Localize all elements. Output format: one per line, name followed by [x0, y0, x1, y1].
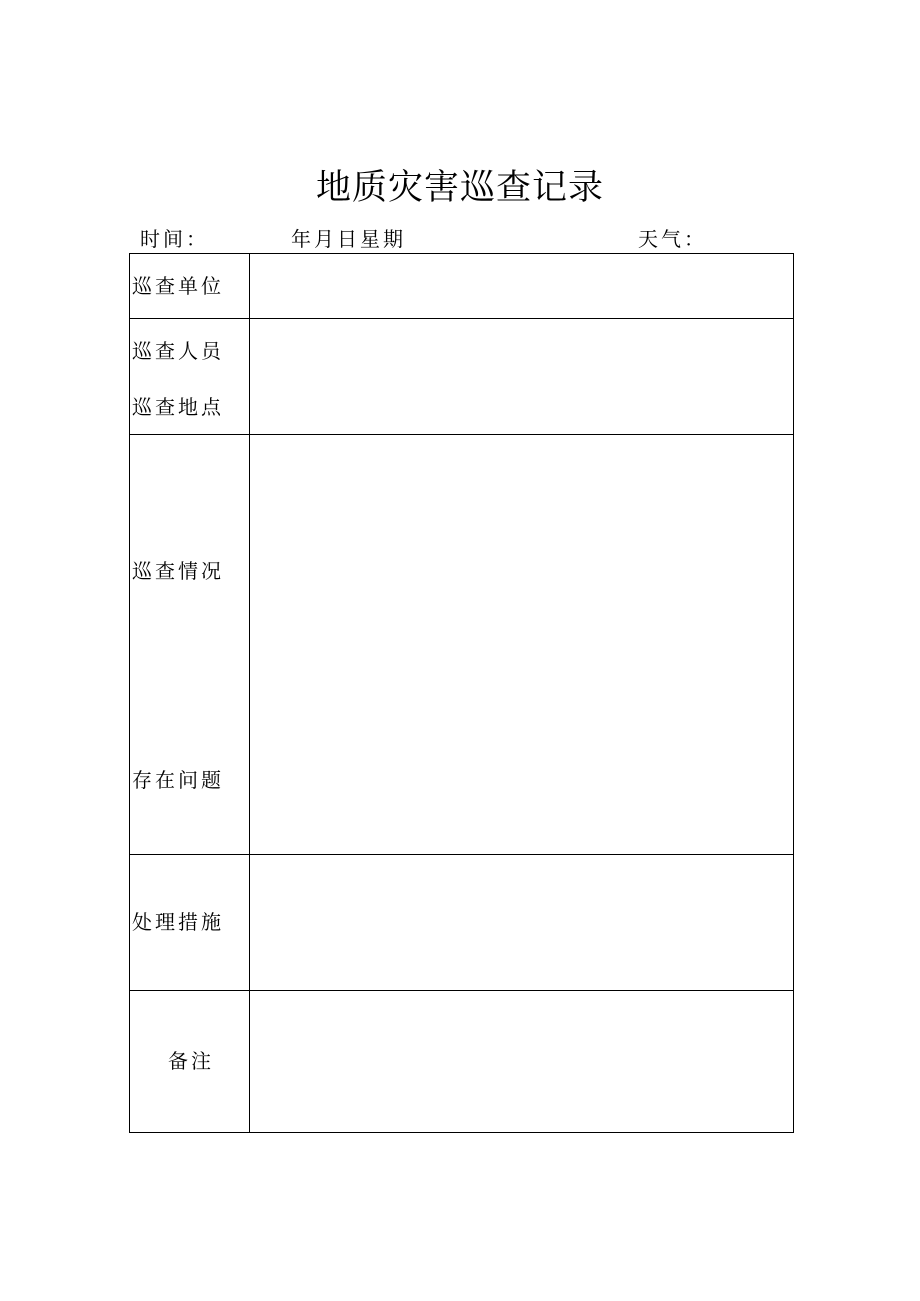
- label-cell-measures: [130, 855, 250, 990]
- label-cell-patrol-unit: [130, 254, 250, 318]
- patrol-personnel-label: 巡查人员: [132, 339, 224, 363]
- remarks-label: 备注: [168, 1049, 214, 1073]
- row-remarks: [130, 991, 793, 1132]
- patrol-location-label: 巡查地点: [132, 395, 224, 419]
- document-title: 地质灾害巡查记录: [315, 168, 604, 208]
- row-situation-problems: [130, 435, 793, 855]
- label-cell-situation-problems: [130, 435, 250, 854]
- handling-measures-field[interactable]: [250, 855, 793, 990]
- row-patrol-unit: [130, 254, 793, 319]
- row-personnel-location: [130, 319, 793, 435]
- situation-problems-field[interactable]: [250, 435, 793, 854]
- remarks-field[interactable]: [250, 991, 793, 1132]
- patrol-unit-field[interactable]: [250, 254, 793, 318]
- patrol-situation-label: 巡查情况: [132, 559, 224, 583]
- patrol-unit-label: 巡查单位: [132, 274, 224, 298]
- existing-problems-label: 存在问题: [132, 768, 224, 792]
- row-measures: [130, 855, 793, 991]
- label-cell-personnel-location: [130, 319, 250, 434]
- date-label: 年月日星期: [291, 227, 406, 251]
- handling-measures-label: 处理措施: [132, 910, 224, 934]
- personnel-location-field[interactable]: [250, 319, 793, 434]
- weather-label: 天气：: [638, 227, 707, 251]
- label-cell-remarks: [130, 991, 250, 1132]
- inspection-form-table: [129, 253, 794, 1133]
- time-label: 时间：: [140, 227, 209, 251]
